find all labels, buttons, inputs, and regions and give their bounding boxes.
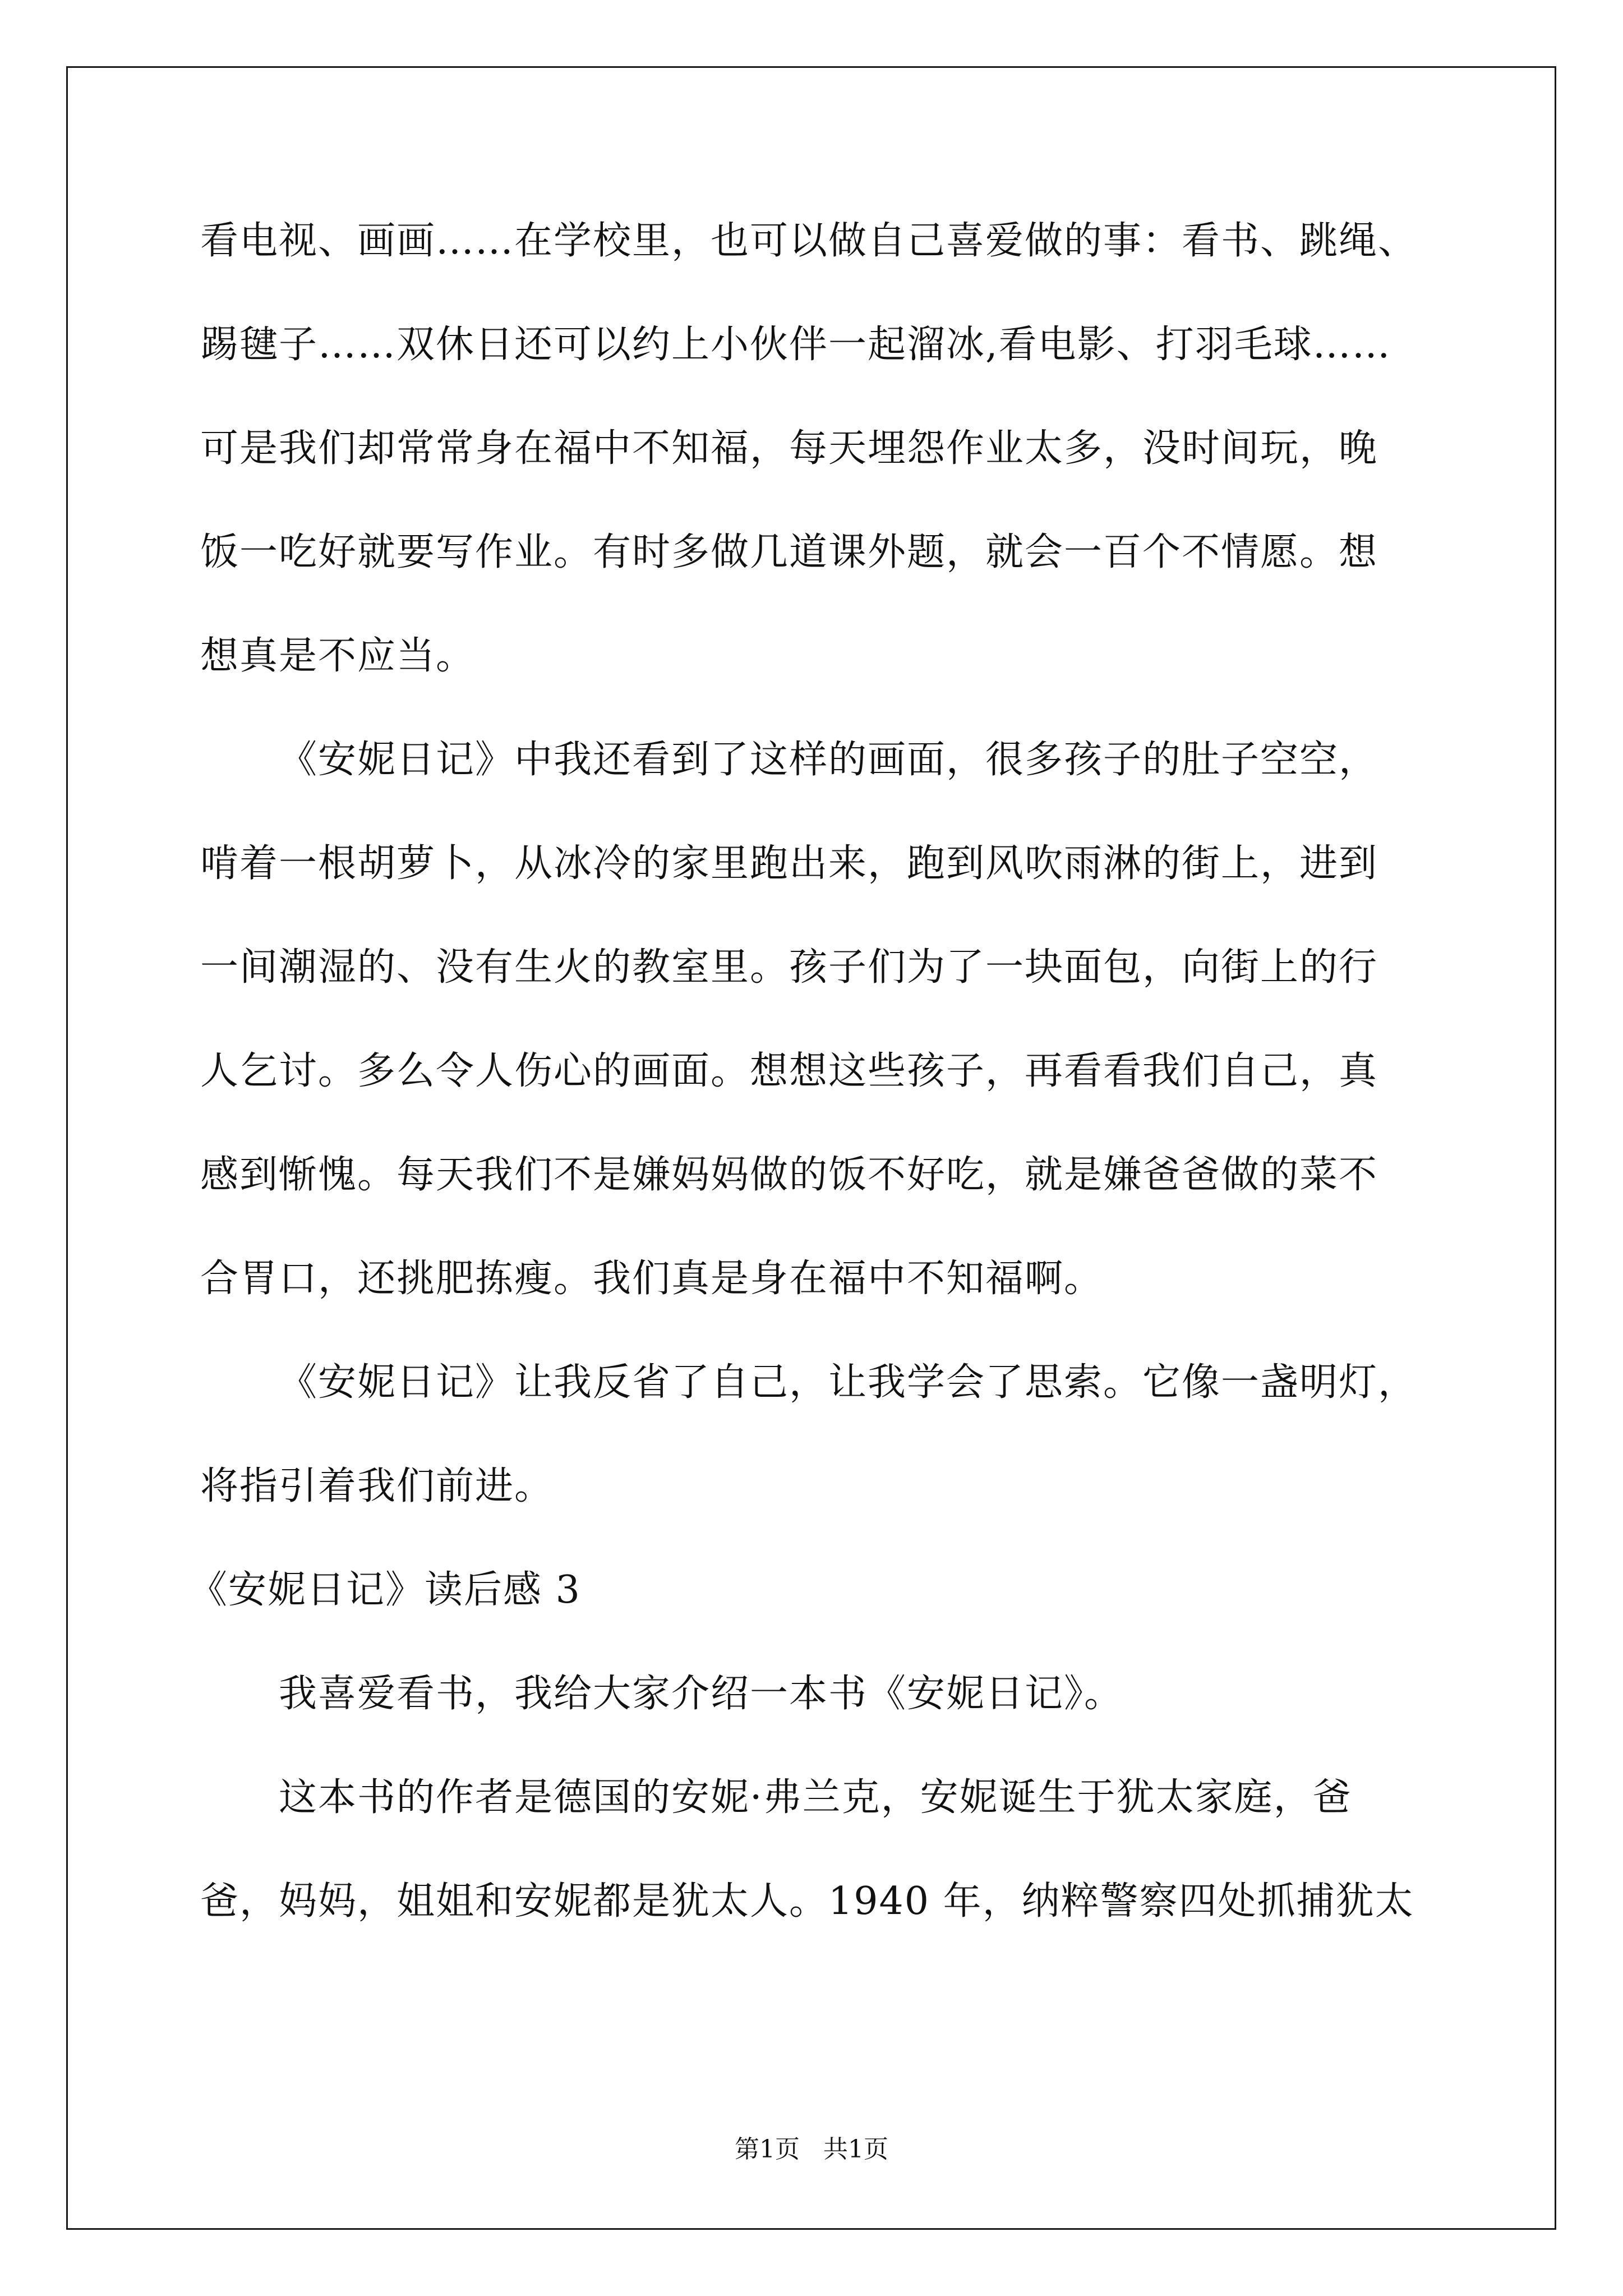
section-heading: 《安妮日记》读后感 3 bbox=[189, 1568, 581, 1612]
text-line: 饭一吃好就要写作业。有时多做几道课外题，就会一百个不情愿。想 bbox=[200, 530, 1378, 574]
paragraph-start-line: 《安妮日记》中我还看到了这样的画面，很多孩子的肚子空空， bbox=[279, 738, 1378, 782]
text-line: 一间潮湿的、没有生火的教室里。孩子们为了一块面包，向街上的行 bbox=[200, 945, 1378, 990]
paragraph-start-line: 《安妮日记》让我反省了自己，让我学会了思索。它像一盏明灯， bbox=[279, 1360, 1418, 1405]
text-line: 人乞讨。多么令人伤心的画面。想想这些孩子，再看看我们自己，真 bbox=[200, 1049, 1378, 1093]
text-line: 感到惭愧。每天我们不是嫌妈妈做的饭不好吃，就是嫌爸爸做的菜不 bbox=[200, 1153, 1378, 1197]
text-line: 踢毽子……双休日还可以约上小伙伴一起溜冰,看电影、打羽毛球…… bbox=[200, 323, 1391, 367]
text-line: 将指引着我们前进。 bbox=[200, 1464, 554, 1508]
page-number-footer: 第1页 共1页 bbox=[735, 2135, 888, 2164]
paragraph-start-line: 我喜爱看书，我给大家介绍一本书《安妮日记》。 bbox=[279, 1672, 1124, 1716]
text-line: 爸，妈妈，姐姐和安妮都是犹太人。1940 年，纳粹警察四处抓捕犹太 bbox=[200, 1879, 1414, 1924]
paragraph-start-line: 这本书的作者是德国的安妮·弗兰克，安妮诞生于犹太家庭，爸 bbox=[279, 1775, 1352, 1820]
text-line: 想真是不应当。 bbox=[200, 634, 476, 678]
document-body bbox=[189, 213, 1434, 1977]
text-line: 可是我们却常常身在福中不知福，每天埋怨作业太多，没时间玩，晚 bbox=[200, 426, 1378, 471]
text-line: 看电视、画画……在学校里，也可以做自己喜爱做的事：看书、跳绳、 bbox=[200, 219, 1418, 263]
text-line: 合胃口，还挑肥拣瘦。我们真是身在福中不知福啊。 bbox=[200, 1257, 1104, 1301]
text-line: 啃着一根胡萝卜，从冰冷的家里跑出来，跑到风吹雨淋的街上，进到 bbox=[200, 841, 1378, 886]
